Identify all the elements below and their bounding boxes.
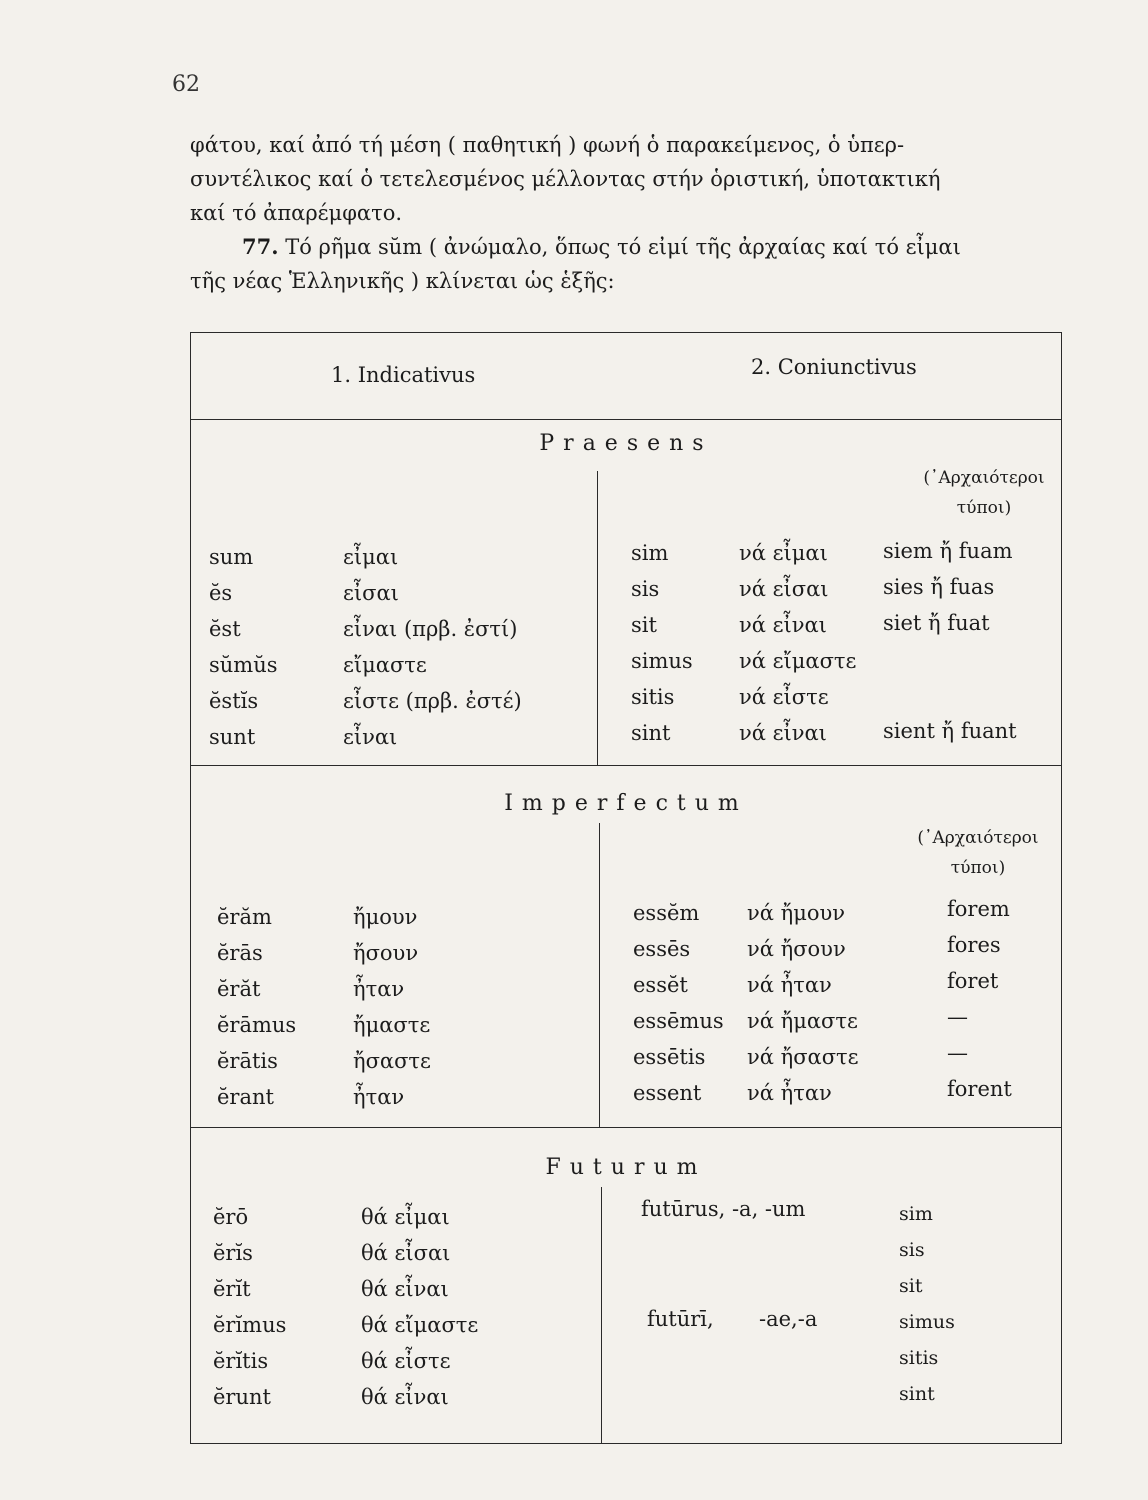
latin-form: ĕrăt (217, 977, 261, 1001)
archaic-note (909, 463, 1059, 523)
auxiliary-form: sitis (899, 1347, 939, 1369)
latin-form: sum (209, 545, 254, 569)
section-title-futurum: Futurum (545, 1155, 707, 1180)
subjunctive-translation: νά ἦταν (747, 1081, 832, 1105)
archaic-form: fores (947, 933, 1001, 957)
latin-form: ĕrunt (213, 1385, 271, 1409)
auxiliary-form: sit (899, 1275, 923, 1297)
latin-form: ĕrĭmus (213, 1313, 287, 1337)
archaic-form: — (947, 1041, 968, 1065)
greek-translation: θά εἶναι (361, 1385, 449, 1409)
auxiliary-form: simus (899, 1311, 955, 1333)
latin-form: ĕst (209, 617, 241, 641)
subjunctive-form: sit (631, 613, 657, 637)
latin-form: ĕstĭs (209, 689, 259, 713)
intro-line: φάτου, καί ἀπό τή μέση ( παθητική ) φωνή ὁ παρακείμενος, ὁ ὑπερ- (190, 133, 905, 157)
latin-form: sŭmŭs (209, 653, 278, 677)
latin-form: ĕs (209, 581, 233, 605)
conjugation-table (190, 332, 1062, 1444)
greek-translation: εἶναι (πρβ. ἐστί) (343, 617, 518, 641)
archaic-form: siem ἤ fuam (883, 539, 1013, 563)
archaic-note-line: (᾽Αρχαιότεροι (917, 828, 1039, 848)
greek-translation: ἦταν (353, 1085, 405, 1109)
archaic-note (903, 823, 1053, 883)
intro-line: Τό ρῆμα sŭm ( ἀνώμαλο, ὅπως τό εἰμί τῆς ἀρχαίας καί τό εἶμαι (285, 235, 961, 259)
futurum-plural-stem: futūrī, (647, 1307, 714, 1331)
greek-translation: θά εἶμαι (361, 1205, 450, 1229)
futurum-singular-form: futūrus, -a, -um (641, 1197, 806, 1221)
subjunctive-form: essĕt (633, 973, 688, 997)
intro-line: καί τό ἀπαρέμφατο. (190, 201, 403, 225)
latin-form: ĕrant (217, 1085, 274, 1109)
header-coniunctivus: 2. Coniunctivus (751, 355, 917, 379)
subjunctive-translation: νά ἤμουν (747, 901, 846, 925)
subjunctive-form: sim (631, 541, 669, 565)
intro-line: τῆς νέας Ἑλληνικῆς ) κλίνεται ὡς ἑξῆς: (190, 269, 615, 293)
subjunctive-form: essēmus (633, 1009, 724, 1033)
archaic-form: sies ἤ fuas (883, 575, 995, 599)
greek-translation: θά εἶσαι (361, 1241, 451, 1265)
subjunctive-translation: νά εἶναι (739, 613, 827, 637)
paragraph-77 (190, 230, 1070, 264)
auxiliary-form: sint (899, 1383, 935, 1405)
greek-translation: θά εἶναι (361, 1277, 449, 1301)
archaic-form: — (947, 1005, 968, 1029)
latin-form: ĕrās (217, 941, 263, 965)
subjunctive-translation: νά ἦταν (747, 973, 832, 997)
latin-form: ĕrātis (217, 1049, 278, 1073)
archaic-form: foret (947, 969, 999, 993)
greek-translation: εἶσαι (343, 581, 399, 605)
section-title-imperfectum: Imperfectum (504, 791, 748, 816)
latin-form: ĕrō (213, 1205, 249, 1229)
subjunctive-translation: νά εἶστε (739, 685, 829, 709)
greek-translation: εἶναι (343, 725, 398, 749)
intro-line: συντέλικος καί ὁ τετελεσμένος μέλλοντας στήν ὁριστική, ὑποτακτική (190, 167, 941, 191)
archaic-note-line: τύποι) (956, 498, 1012, 518)
greek-translation: θά εἴμαστε (361, 1313, 479, 1337)
futurum-plural-endings: -ae,-a (759, 1307, 818, 1331)
archaic-form: forem (947, 897, 1010, 921)
subjunctive-form: essētis (633, 1045, 706, 1069)
greek-translation: ἤμουν (353, 905, 418, 929)
subjunctive-translation: νά εἶσαι (739, 577, 829, 601)
greek-translation: ἦταν (353, 977, 405, 1001)
subjunctive-translation: νά ἤμαστε (747, 1009, 858, 1033)
subjunctive-form: essent (633, 1081, 702, 1105)
section-divider (191, 1127, 1061, 1128)
latin-form: ĕrăm (217, 905, 272, 929)
subjunctive-form: simus (631, 649, 693, 673)
greek-translation: εἴμαστε (343, 653, 427, 677)
page-number: 62 (172, 72, 200, 97)
column-divider (599, 823, 600, 1127)
subjunctive-translation: νά ἤσαστε (747, 1045, 859, 1069)
subjunctive-form: sint (631, 721, 671, 745)
subjunctive-form: essēs (633, 937, 691, 961)
latin-form: ĕrĭt (213, 1277, 251, 1301)
header-divider (191, 419, 1061, 420)
section-divider (191, 765, 1061, 766)
greek-translation: ἤσαστε (353, 1049, 431, 1073)
latin-form: sunt (209, 725, 256, 749)
latin-form: ĕrāmus (217, 1013, 297, 1037)
greek-translation: εἶστε (πρβ. ἐστέ) (343, 689, 522, 713)
column-divider (597, 471, 598, 765)
archaic-form: siet ἤ fuat (883, 611, 990, 635)
subjunctive-translation: νά εἶμαι (739, 541, 828, 565)
subjunctive-translation: νά ἤσουν (747, 937, 846, 961)
greek-translation: ἤμαστε (353, 1013, 431, 1037)
latin-form: ĕrĭtis (213, 1349, 269, 1373)
subjunctive-form: essĕm (633, 901, 700, 925)
latin-form: ĕrĭs (213, 1241, 253, 1265)
column-divider (601, 1187, 602, 1443)
greek-translation: εἶμαι (343, 545, 399, 569)
archaic-note-line: τύποι) (950, 858, 1006, 878)
greek-translation: ἤσουν (353, 941, 419, 965)
archaic-note-line: (᾽Αρχαιότεροι (923, 468, 1045, 488)
subjunctive-form: sis (631, 577, 660, 601)
intro-text (190, 128, 1070, 298)
auxiliary-form: sis (899, 1239, 925, 1261)
archaic-form: sient ἤ fuant (883, 719, 1017, 743)
subjunctive-translation: νά εἶναι (739, 721, 827, 745)
section-title-praesens: Praesens (539, 431, 713, 456)
subjunctive-translation: νά εἴμαστε (739, 649, 857, 673)
archaic-form: forent (947, 1077, 1012, 1101)
paragraph-number: 77. (242, 234, 279, 259)
subjunctive-form: sitis (631, 685, 675, 709)
greek-translation: θά εἶστε (361, 1349, 451, 1373)
auxiliary-form: sim (899, 1203, 933, 1225)
header-indicativus: 1. Indicativus (331, 363, 476, 387)
